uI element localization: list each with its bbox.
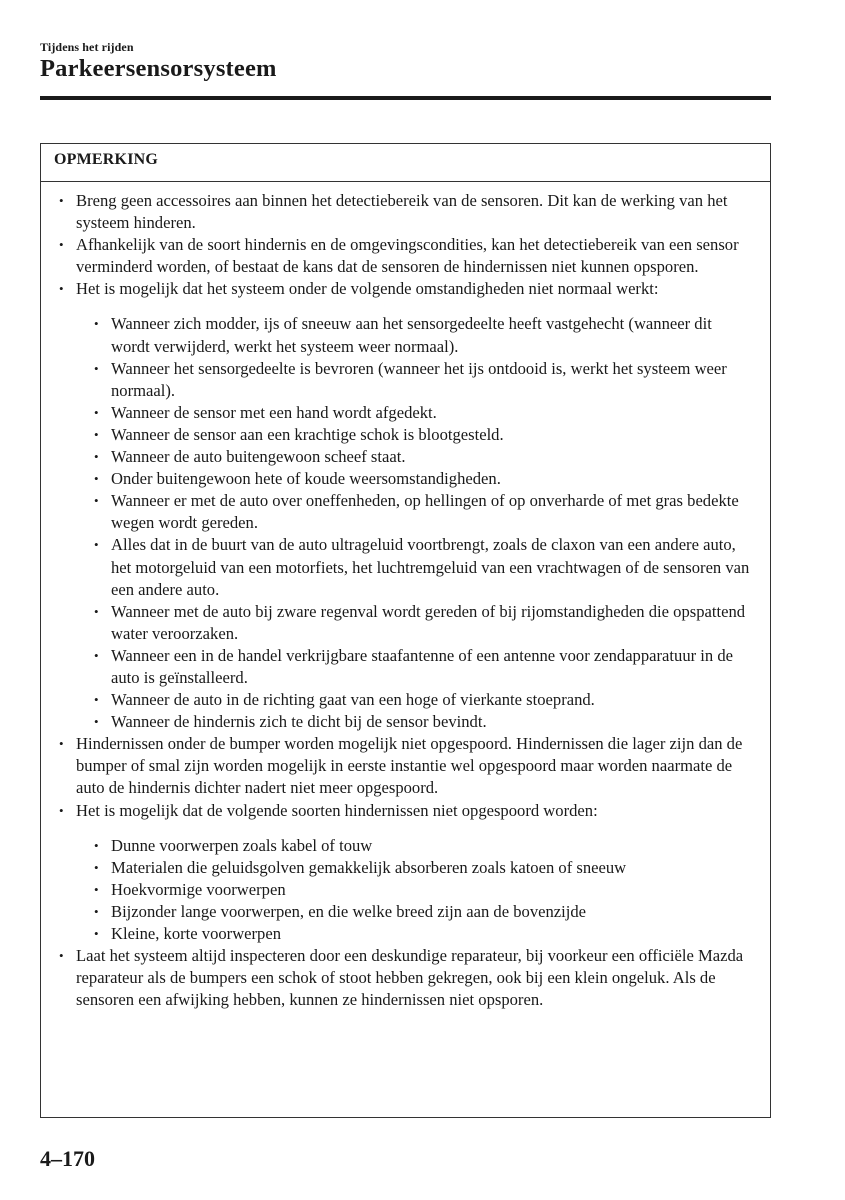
note-body [41,182,770,1011]
note-item [57,800,752,946]
condition-item: • Wanneer de sensor met een hand wordt afgedekt. [76,402,752,424]
note-item-text: Het is mogelijk dat de volgende soorten hindernissen niet opgespoord worden: [76,800,598,820]
condition-item: • Onder buitengewoon hete of koude weersomstandigheden. [76,468,752,490]
condition-item: • Alles dat in de buurt van de auto ultrageluid voortbrengt, zoals de claxon van een andere auto, het motorgeluid van een motorfiets, het luchtremgeluid van een vrachtwagen of de sensoren van een andere auto. [76,534,752,600]
note-item-text: Hindernissen onder de bumper worden mogelijk niet opgespoord. Hindernissen die lager zijn dan de bumper of smal zijn worden mogelijk in eerste instantie wel opgespoord maar worden naarmate de auto de hindernis dichter nadert niet meer opgespoord. [76,734,743,798]
obstacle-type-item: • Materialen die geluidsgolven gemakkelijk absorberen zoals katoen of sneeuw [76,857,752,879]
condition-item: • Wanneer het sensorgedeelte is bevroren (wanneer het ijs ontdooid is, werkt het systeem weer normaal). [76,358,752,402]
note-item-text: Laat het systeem altijd inspecteren door een deskundige reparateur, bij voorkeur een officiële Mazda reparateur als de bumpers een schok of stoot hebben gekregen, ook bij een klein ongeluk. Als de sensoren een afwijking hebben, kunnen ze hindernissen niet opsporen. [76,946,744,1010]
obstacle-type-item: • Dunne voorwerpen zoals kabel of touw [76,835,752,857]
conditions-list [76,313,752,733]
condition-item: • Wanneer de hindernis zich te dicht bij de sensor bevindt. [76,711,752,733]
note-item [57,945,752,1011]
obstacle-type-item: • Bijzonder lange voorwerpen, en die welke breed zijn aan de bovenzijde [76,901,752,923]
section-label: Tijdens het rijden [40,40,134,54]
note-item [57,190,752,234]
note-item-text: Het is mogelijk dat het systeem onder de volgende omstandigheden niet normaal werkt: [76,279,659,299]
note-item [57,278,752,733]
condition-item: • Wanneer de auto in de richting gaat van een hoge of vierkante stoeprand. [76,689,752,711]
note-box [40,143,771,1118]
obstacle-type-item: • Kleine, korte voorwerpen [76,923,752,945]
note-heading: OPMERKING [41,144,770,182]
condition-item: • Wanneer de auto buitengewoon scheef staat. [76,446,752,468]
page-number: 4–170 [40,1146,95,1171]
condition-item: • Wanneer de sensor aan een krachtige schok is blootgesteld. [76,424,752,446]
note-item-text: Breng geen accessoires aan binnen het detectiebereik van de sensoren. Dit kan de werking van het systeem hinderen. [76,191,728,233]
condition-item: • Wanneer er met de auto over oneffenheden, op hellingen of op onverharde of met gras bedekte wegen wordt gereden. [76,490,752,534]
title-divider [40,96,771,100]
condition-item: • Wanneer een in de handel verkrijgbare staafantenne of een antenne voor zendapparatuur in de auto is geïnstalleerd. [76,645,752,689]
obstacle-types-list [76,835,752,945]
note-item [57,234,752,278]
page-title: Parkeersensorsysteem [40,55,277,82]
obstacle-type-item: • Hoekvormige voorwerpen [76,879,752,901]
condition-item: • Wanneer zich modder, ijs of sneeuw aan het sensorgedeelte heeft vastgehecht (wanneer dit wordt verwijderd, werkt het systeem weer normaal). [76,313,752,357]
note-item [57,733,752,799]
condition-item: • Wanneer met de auto bij zware regenval wordt gereden of bij rijomstandigheden die opspattend water veroorzaken. [76,601,752,645]
note-list [57,190,752,1011]
note-item-text: Afhankelijk van de soort hindernis en de omgevingscondities, kan het detectiebereik van een sensor verminderd worden, of bestaat de kans dat de sensoren de hindernissen niet kunnen opsporen. [76,235,739,277]
